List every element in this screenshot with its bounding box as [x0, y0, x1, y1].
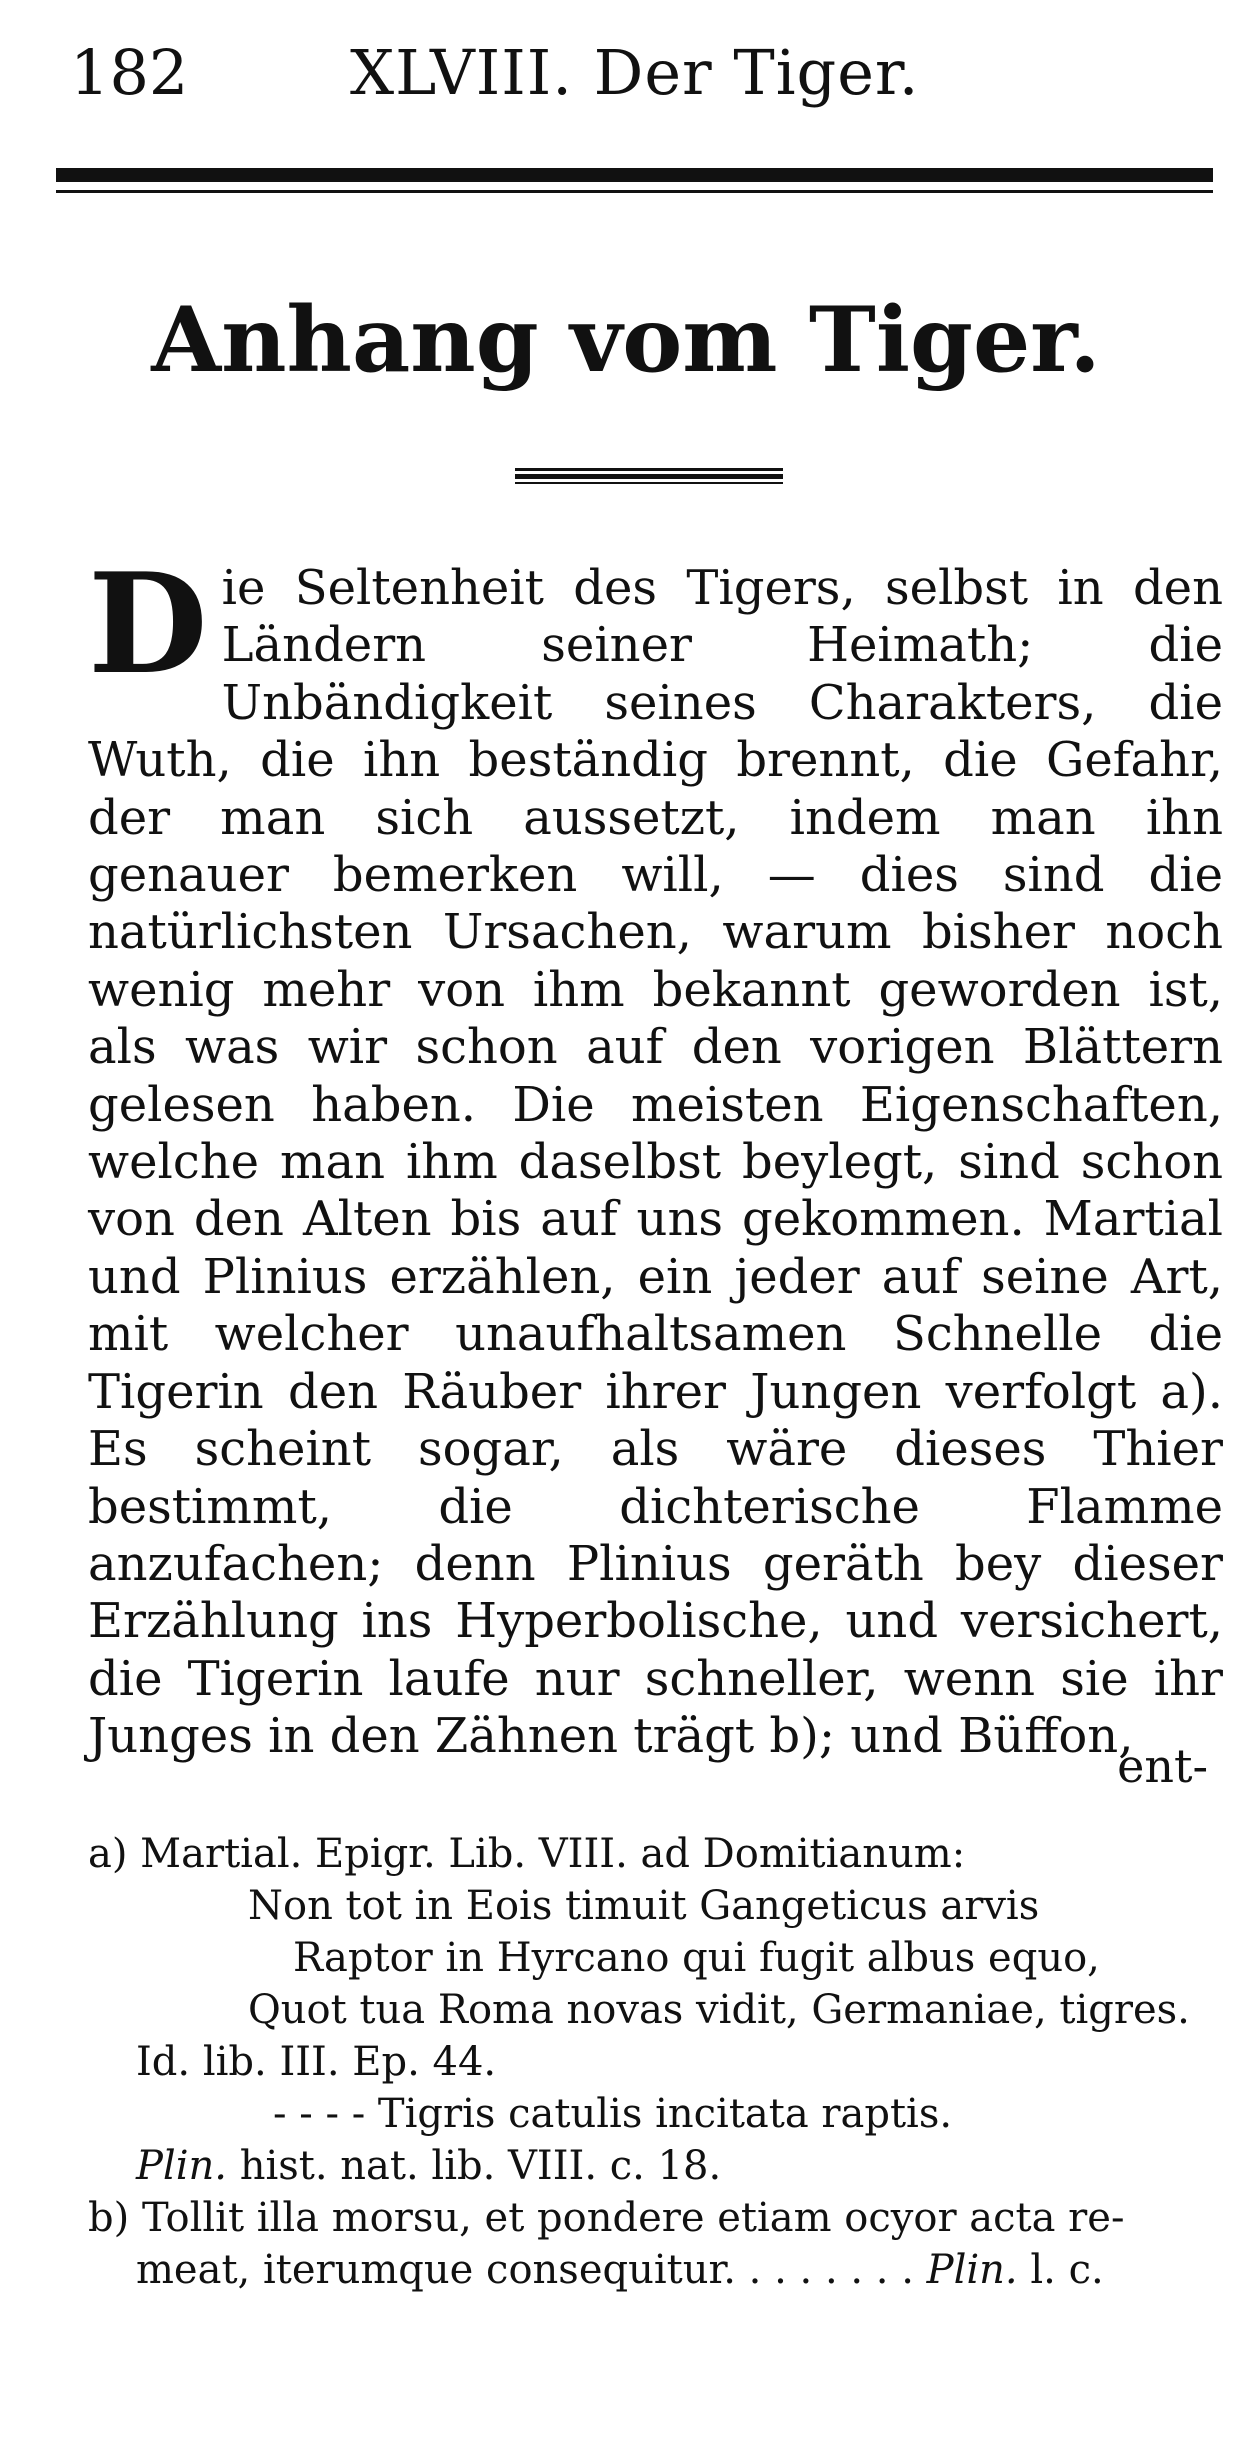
- running-title: XLVIII. Der Tiger.: [350, 36, 920, 109]
- footnote-b-reference-author: Plin.: [926, 2247, 1018, 2293]
- footnote-a-verse-3: Quot tua Roma novas vidit, Germaniae, tigres.: [248, 1987, 1190, 2033]
- catchword: ent-: [1117, 1739, 1208, 1793]
- footnote-a-verse-1: Non tot in Eois timuit Gangeticus arvis: [248, 1883, 1040, 1929]
- body-paragraph: [88, 542, 1223, 1770]
- page-number: 182: [70, 36, 189, 109]
- footnote-a-reference-2-author: Plin.: [136, 2143, 227, 2189]
- footnote-b-reference-rest: l. c.: [1030, 2247, 1104, 2293]
- footnote-a: [88, 1828, 965, 1880]
- footnote-a-reference-1: Id. lib. III. Ep. 44.: [136, 2039, 497, 2085]
- footnote-b-line-1: Tollit illa morsu, et pondere etiam ocyor acta re-: [141, 2195, 1125, 2241]
- footnote-b-label: b): [88, 2195, 130, 2241]
- footnote-b: [88, 2192, 1124, 2244]
- footnote-a-verse-4: - - - - Tigris catulis incitata raptis.: [273, 2091, 953, 2137]
- footnote-a-reference-2-rest: hist. nat. lib. VIII. c. 18.: [239, 2143, 722, 2189]
- running-head: [70, 28, 1220, 118]
- footnote-a-label: a): [88, 1831, 128, 1877]
- header-rule-thin: [56, 190, 1213, 193]
- footnote-a-verse-2: Raptor in Hyrcano qui fugit albus equo,: [293, 1935, 1100, 1981]
- title-ornament-rule: [515, 468, 783, 484]
- header-rule-thick: [56, 168, 1213, 182]
- footnote-b-continuation: [136, 2244, 1104, 2296]
- drop-cap: D: [88, 542, 208, 705]
- body-text: ie Seltenheit des Tigers, selbst in den Ländern seiner Heimath; die Unbändigkeit seines Charakters, die Wuth, die ihn beständig brennt, die Gefahr, der man sich aussetzt, indem man ihn genauer bemerken will, — dies sind die natürlichsten Ursachen, warum bisher noch wenig mehr von ihm bekannt geworden ist, als was wir schon auf den vorigen Blättern gelesen haben. Die meisten Eigenschaften, welche man ihm daselbst beylegt, sind schon von den Alten bis auf uns gekommen. Martial und Plinius erzählen, ein jeder auf seine Art, mit welcher unaufhaltsamen Schnelle die Tigerin den Räuber ihrer Jungen verfolgt a). Es scheint sogar, als wäre dieses Thier bestimmt, die dichterische Flamme anzufachen; denn Plinius geräth bey dieser Erzählung ins Hyperbolische, und versichert, die Tigerin laufe nur schneller, wenn sie ihr Junges in den Zähnen trägt b); und Büffon,: [88, 560, 1223, 1765]
- footnote-a-reference-2: [136, 2140, 721, 2192]
- footnote-b-line-2: meat, iterumque consequitur. . . . . . . .: [136, 2247, 914, 2293]
- footnote-a-source: Martial. Epigr. Lib. VIII. ad Domitianum:: [140, 1831, 966, 1877]
- section-title: Anhang vom Tiger.: [151, 287, 1101, 393]
